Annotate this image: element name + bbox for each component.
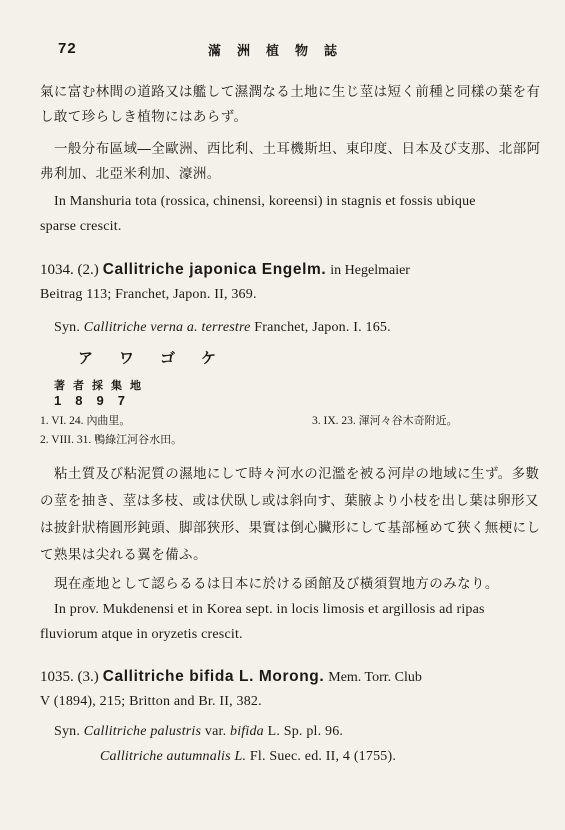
specimen-2 — [40, 431, 182, 447]
entry-1034-ref-2: Beitrag 113; Franchet, Japon. II, 369. — [40, 287, 257, 302]
entry-1034-number: 1034. (2.) — [40, 262, 99, 278]
entry-1035-synonym-2 — [100, 749, 396, 765]
entry-1034-latin-line-1: In prov. Mukdenensi et in Korea sept. in locis limosis et argillosis ad ripas — [54, 602, 485, 617]
entry-1034-synonym — [54, 320, 391, 336]
syn1-name: Callitriche palustris — [83, 724, 202, 739]
specimen-3 — [312, 412, 458, 428]
specimen-2-label: 2. VIII. 31. — [40, 434, 92, 446]
syn1-var: var. — [204, 724, 227, 739]
running-title: 滿洲植物誌 — [208, 44, 354, 59]
distribution-line-2: 弗利加、北亞米利加、濠洲。 — [40, 166, 221, 182]
entry-1034-latin-line-2: fluviorum atque in oryzetis crescit. — [40, 627, 243, 642]
description-line-3: は披針狀楕圓形鈍頭、脚部狹形、果實は倒心臟形にして基部極めて狹く無梗にし — [40, 520, 541, 536]
syn-name: Callitriche verna a. terrestre — [83, 320, 251, 335]
intro-latin-line-1: In Manshuria tota (rossica, chinensi, koreensi) in stagnis et fossis ubique — [54, 194, 476, 209]
intro-latin-line-2: sparse crescit. — [40, 219, 122, 234]
intro-jp-line-2: し敢て珍らしき植物にはあらず。 — [40, 109, 248, 125]
description-line-2: の莖を抽き、莖は多枝、或は伏臥し或は斜向す、葉腋より小枝を出し葉は卵形又 — [40, 493, 539, 509]
entry-1035-number: 1035. (3.) — [40, 669, 99, 685]
description-line-4: て熟果は尖れる翼を備ふ。 — [40, 547, 208, 563]
entry-1034-heading — [40, 261, 410, 279]
entry-1035-name: Callitriche bifida L. Morong. — [102, 668, 325, 685]
specimen-3-label: 3. IX. 23. — [312, 415, 356, 427]
syn-ref: Franchet, Japon. I. 165. — [254, 320, 391, 335]
syn2-name: Callitriche autumnalis L. — [100, 749, 247, 764]
entry-1034-ref-1: in Hegelmaier — [330, 263, 410, 278]
collection-year: 1897 — [54, 393, 139, 408]
specimen-3-place: 渾河々谷木奇附近。 — [358, 414, 458, 427]
entry-1034-name: Callitriche japonica Engelm. — [102, 261, 327, 278]
japanese-name: アワゴケ — [78, 349, 243, 367]
entry-1035-synonym-1 — [54, 724, 343, 740]
syn2-ref: Fl. Suec. ed. II, 4 (1755). — [249, 749, 397, 764]
syn1-epithet: bifida — [230, 724, 264, 739]
specimen-1-place: 內曲里。 — [86, 414, 131, 427]
intro-jp-line-1: 氣に富む林間の道路又は艦して濕潤なる土地に生じ莖は短く前種と同樣の葉を有 — [40, 84, 541, 100]
page-number: 72 — [58, 40, 77, 57]
entry-1035-ref-1: Mem. Torr. Club — [328, 670, 422, 685]
collector-heading: 著者採集地 — [54, 379, 149, 392]
syn1-ref: L. Sp. pl. 96. — [267, 724, 344, 739]
specimen-1-label: 1. VI. 24. — [40, 415, 84, 427]
syn-prefix: Syn. — [54, 320, 81, 335]
syn1-prefix: Syn. — [54, 724, 81, 739]
specimen-2-place: 鴨綠江河谷水田。 — [94, 433, 183, 446]
description-line-1: 粘土質及び粘泥質の濕地にして時々河水の氾濫を被る河岸の地域に生ず。多數 — [54, 466, 540, 482]
distribution-line-1: 一般分布區域―全歐洲、西比利、土耳機斯坦、東印度、日本及び支那、北部阿 — [54, 141, 541, 157]
specimen-1 — [40, 412, 130, 428]
habitat-jp: 現在產地として認らるるは日本に於ける函館及び橫須賀地方のみなり。 — [54, 576, 499, 592]
page-header — [38, 38, 527, 60]
entry-1035-heading — [40, 668, 422, 686]
entry-1035-ref-2: V (1894), 215; Britton and Br. II, 382. — [40, 694, 262, 709]
